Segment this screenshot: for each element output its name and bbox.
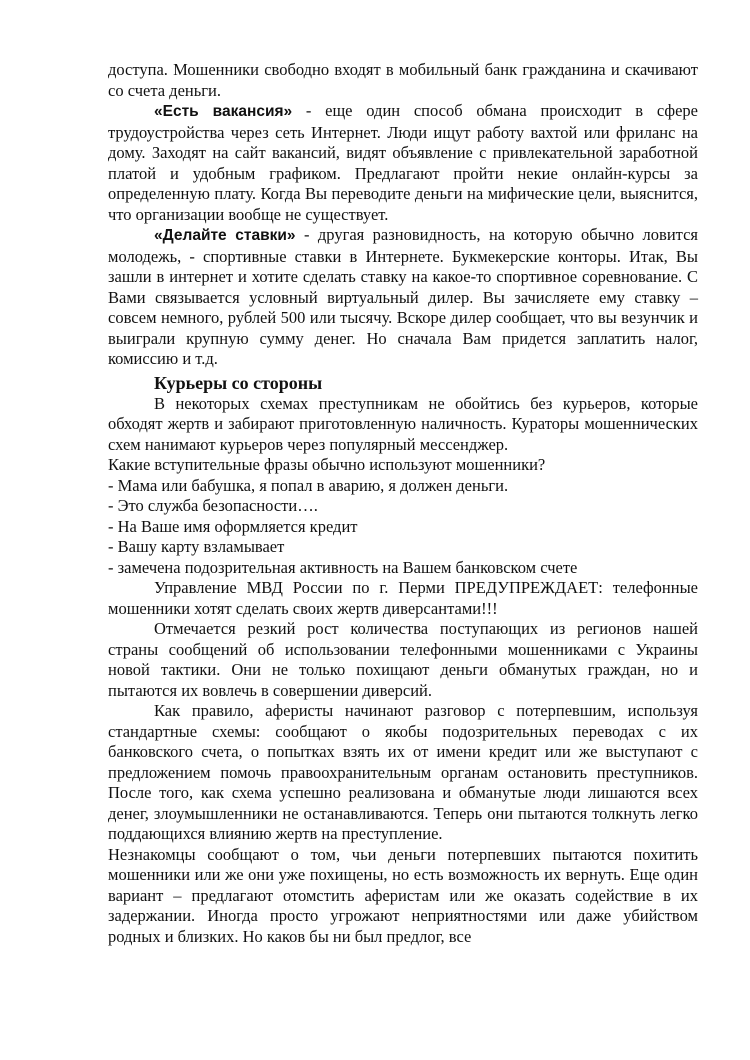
paragraph-bets: [108, 225, 698, 370]
bets-label: «Делайте ставки»: [154, 227, 296, 244]
list-item: - замечена подозрительная активность на Вашем банковском счете: [108, 557, 578, 577]
paragraph-schemes: Как правило, аферисты начинают разговор с потерпевшим, используя стандартные схемы: сообщают о якобы подозрительных переводах с их банковского счета, о попытках взять их от имени кредит или же выступают с предложением помочь правоохранительным органам остановить преступников. После того, как схема успешно реализована и обманутые люди лишаются всех денег, злоумышленники не останавливаются. Теперь они пытаются толкнуть легко поддающихся влиянию жертв на преступление.: [108, 701, 698, 843]
list-item: - Вашу карту взламывает: [108, 537, 285, 556]
list-item: - Мама или бабушка, я попал в аварию, я должен деньги.: [108, 475, 509, 495]
vacancy-label: «Есть вакансия»: [154, 103, 293, 120]
document-page: [108, 60, 698, 947]
vacancy-text: - еще один способ обмана происходит в сфере трудоустройства через сеть Интернет. Люди ищут работу вахтой или фриланс на дому. Заходят на сайт вакансий, видят объявление с привлекательной заработной платой и удобным графиком. Предлагают пройти некие онлайн-курсы за определенную плату. Когда Вы переводите деньги на мифические цели, выяснится, что организации вообще не существует.: [108, 101, 698, 224]
paragraph-intro: доступа. Мошенники свободно входят в мобильный банк гражданина и скачивают со счета деньги.: [108, 60, 698, 100]
list-item: - Это служба безопасности….: [108, 496, 318, 515]
paragraph-growth: Отмечается резкий рост количества поступающих из регионов нашей страны сообщений об использовании телефонными мошенниками с Украины новой тактики. Они не только похищают деньги обманутых граждан, но и пытаются их вовлечь в совершении диверсий.: [108, 619, 698, 700]
paragraph-strangers: Незнакомцы сообщают о том, чьи деньги потерпевших пытаются похитить мошенники или же они уже похищены, но есть возможность их вернуть. Еще один вариант – предлагают отомстить аферистам или же оказать содействие в их задержании. Иногда просто угрожают неприятностями или даже убийством родных и близких. Но каков бы ни был предлог, все: [108, 844, 698, 946]
paragraph-question: Какие вступительные фразы обычно используют мошенники?: [108, 455, 546, 474]
paragraph-vacancy: [108, 101, 698, 225]
paragraph-couriers: В некоторых схемах преступникам не обойтись без курьеров, которые обходят жертв и забирают приготовленную наличность. Кураторы мошеннических схем нанимают курьеров через популярный мессенджер.: [108, 393, 698, 454]
bets-text: - другая разновидность, на которую обычно ловится молодежь, - спортивные ставки в Интернете. Букмекерские конторы. Итак, Вы зашли в интернет и хотите сделать ставку на какое-то спортивное соревнование. С Вами связывается условный виртуальный дилер. Вы зачисляете ему ставку – совсем немного, рублей 500 или тысячу. Вскоре дилер сообщает, что вы везунчик и выиграли крупную сумму денег. Но сначала Вам придется заплатить налог, комиссию и т.д.: [108, 225, 698, 368]
section-heading: Курьеры со стороны: [154, 372, 323, 393]
paragraph-warning: Управление МВД России по г. Перми ПРЕДУПРЕЖДАЕТ: телефонные мошенники хотят сделать своих жертв диверсантами!!!: [108, 578, 698, 618]
list-item: - На Ваше имя оформляется кредит: [108, 516, 358, 536]
